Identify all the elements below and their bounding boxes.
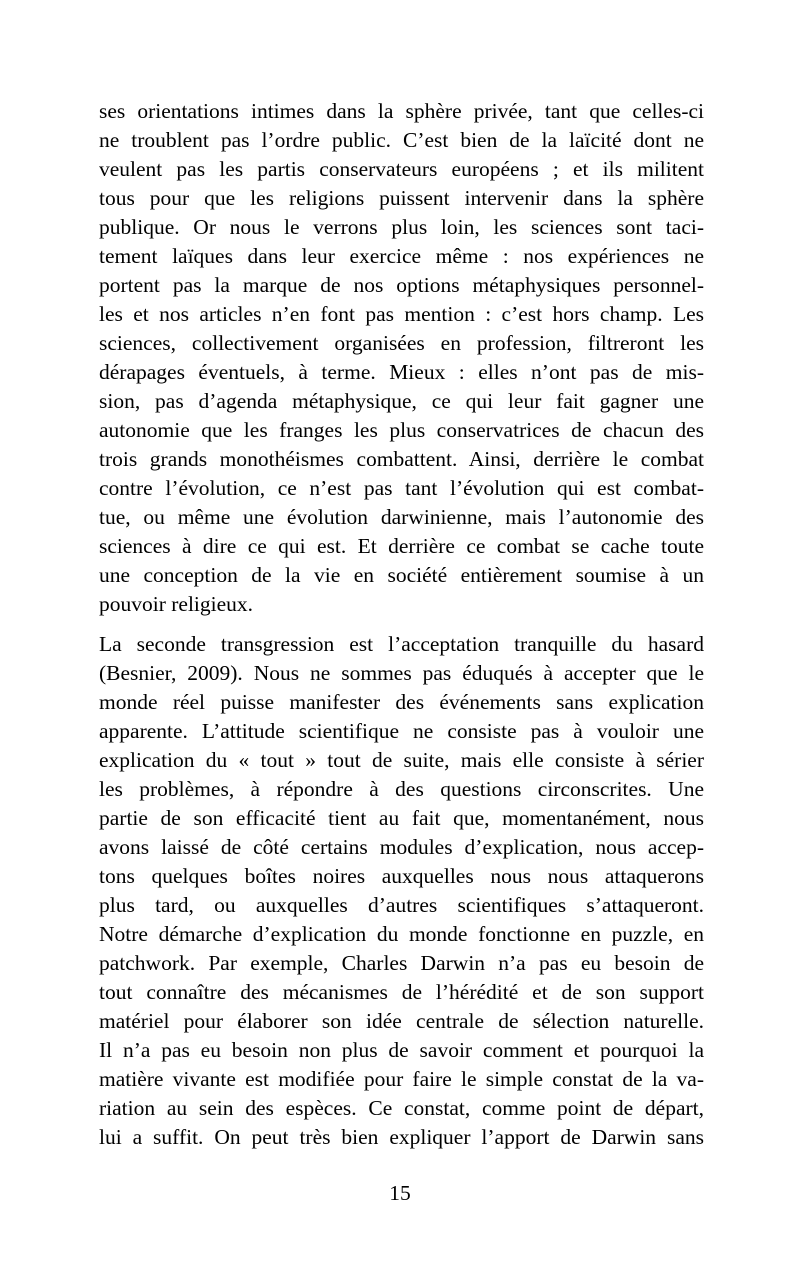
text-line: sciences à dire ce qui est. Et derrière ce combat se cache toute (99, 534, 704, 558)
paragraph-2 (99, 630, 704, 1152)
text-line: tement laïques dans leur exercice même : nos expériences ne (99, 244, 704, 268)
text-line: La seconde transgression est l’acceptation tranquille du hasard (99, 632, 704, 656)
text-line: partie de son efficacité tient au fait que, momentanément, nous (99, 806, 704, 830)
text-line: une conception de la vie en société entièrement soumise à un (99, 563, 704, 587)
text-line: apparente. L’attitude scientifique ne consiste pas à vouloir une (99, 719, 704, 743)
text-line: avons laissé de côté certains modules d’explication, nous accep- (99, 835, 704, 859)
text-line: tout connaître des mécanismes de l’hérédité et de son support (99, 980, 704, 1004)
text-line: sion, pas d’agenda métaphysique, ce qui leur fait gagner une (99, 389, 704, 413)
text-line: tue, ou même une évolution darwinienne, mais l’autonomie des (99, 505, 704, 529)
text-line: matériel pour élaborer son idée centrale de sélection naturelle. (99, 1009, 704, 1033)
paragraph-1 (99, 97, 704, 619)
text-line: matière vivante est modifiée pour faire le simple constat de la va- (99, 1067, 704, 1091)
text-line: (Besnier, 2009). Nous ne sommes pas éduqués à accepter que le (99, 661, 704, 685)
text-line: explication du « tout » tout de suite, mais elle consiste à sérier (99, 748, 704, 772)
text-line: les et nos articles n’en font pas mention : c’est hors champ. Les (99, 302, 704, 326)
text-line: monde réel puisse manifester des événements sans explication (99, 690, 704, 714)
text-line: ne troublent pas l’ordre public. C’est bien de la laïcité dont ne (99, 128, 704, 152)
text-line: Notre démarche d’explication du monde fonctionne en puzzle, en (99, 922, 704, 946)
text-line: pouvoir religieux. (99, 592, 254, 616)
text-line: sciences, collectivement organisées en profession, filtreront les (99, 331, 704, 355)
text-line: les problèmes, à répondre à des questions circonscrites. Une (99, 777, 704, 801)
text-line: tous pour que les religions puissent intervenir dans la sphère (99, 186, 704, 210)
text-line: dérapages éventuels, à terme. Mieux : elles n’ont pas de mis- (99, 360, 704, 384)
text-line: plus tard, ou auxquelles d’autres scientifiques s’attaqueront. (99, 893, 704, 917)
text-line: ses orientations intimes dans la sphère privée, tant que celles-ci (99, 99, 704, 123)
text-line: lui a suffit. On peut très bien expliquer l’apport de Darwin sans (99, 1125, 704, 1149)
text-line: veulent pas les partis conservateurs européens ; et ils militent (99, 157, 704, 181)
text-line: riation au sein des espèces. Ce constat, comme point de départ, (99, 1096, 704, 1120)
page-body-text (99, 97, 704, 1152)
page-number: 15 (389, 1181, 411, 1205)
text-line: Il n’a pas eu besoin non plus de savoir comment et pourquoi la (99, 1038, 704, 1062)
text-line: portent pas la marque de nos options métaphysiques personnel- (99, 273, 704, 297)
text-line: patchwork. Par exemple, Charles Darwin n’a pas eu besoin de (99, 951, 704, 975)
text-line: contre l’évolution, ce n’est pas tant l’évolution qui est combat- (99, 476, 704, 500)
text-line: publique. Or nous le verrons plus loin, les sciences sont taci- (99, 215, 704, 239)
text-line: tons quelques boîtes noires auxquelles nous nous attaquerons (99, 864, 704, 888)
text-line: trois grands monothéismes combattent. Ainsi, derrière le combat (99, 447, 704, 471)
text-line: autonomie que les franges les plus conservatrices de chacun des (99, 418, 704, 442)
